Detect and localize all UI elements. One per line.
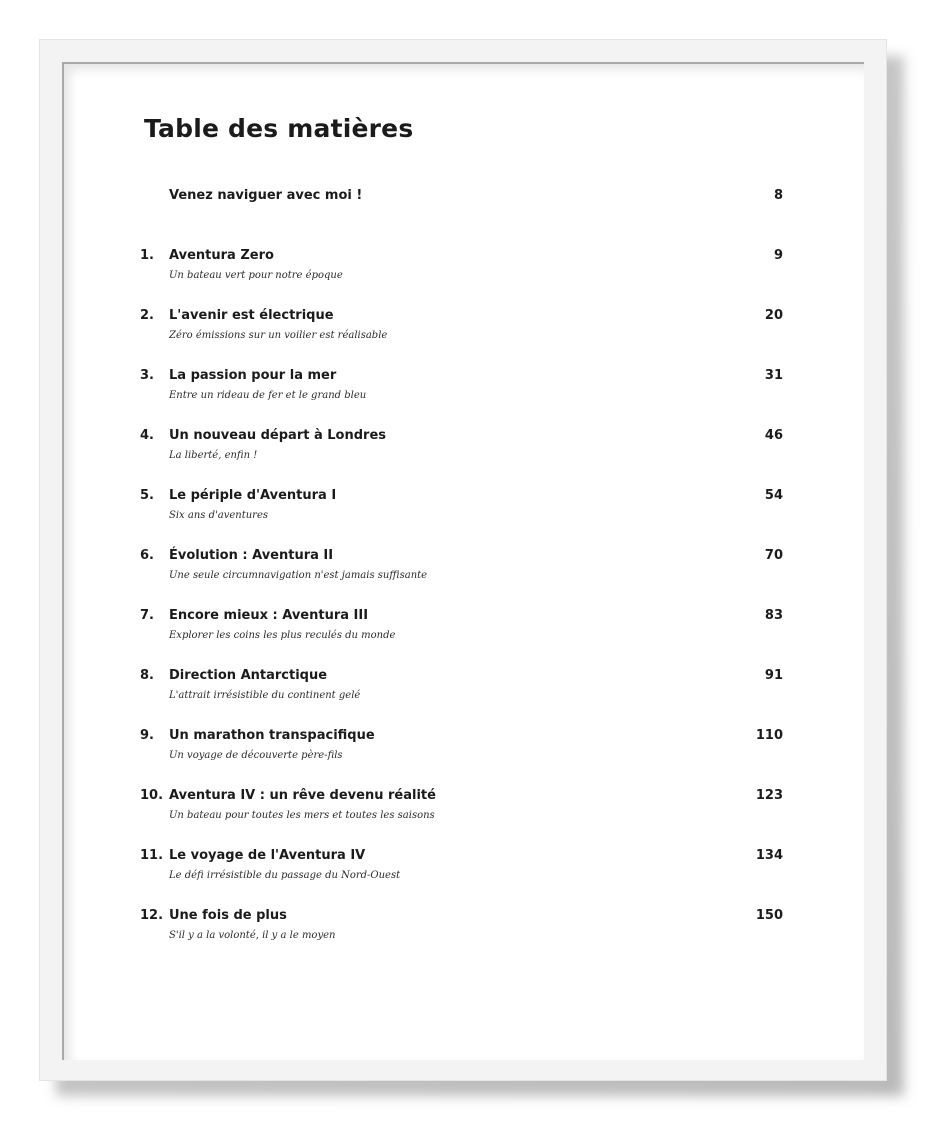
chapter-title: Aventura IV : un rêve devenu réalité <box>169 788 436 803</box>
chapter-page-number: 110 <box>755 728 783 743</box>
chapter-number: 12. <box>140 908 164 923</box>
chapter-number: 3. <box>140 368 154 383</box>
chapter-entry <box>140 367 783 427</box>
chapter-number: 7. <box>140 608 154 623</box>
chapter-entry <box>140 607 783 667</box>
chapter-title: Encore mieux : Aventura III <box>169 608 369 623</box>
chapter-title: Une fois de plus <box>169 908 287 923</box>
chapter-number: 10. <box>140 788 164 803</box>
chapter-title: Un nouveau départ à Londres <box>169 428 387 443</box>
chapter-page-number: 123 <box>755 788 783 803</box>
chapter-entry <box>140 247 783 307</box>
chapter-number: 1. <box>140 248 154 263</box>
page-title: Table des matières <box>144 114 414 143</box>
chapter-number: 6. <box>140 548 154 563</box>
chapter-number: 8. <box>140 668 154 683</box>
chapter-title: Le périple d'Aventura I <box>169 488 337 503</box>
chapter-title: L'avenir est électrique <box>169 308 334 323</box>
chapter-title: Direction Antarctique <box>169 668 328 683</box>
intro-label: Venez naviguer avec moi ! <box>169 188 363 203</box>
chapter-page-number: 134 <box>755 848 783 863</box>
chapter-page-number: 20 <box>764 308 783 323</box>
chapter-page-number: 46 <box>764 428 783 443</box>
intro-page-number: 8 <box>773 188 783 203</box>
chapter-page-number: 54 <box>764 488 783 503</box>
chapter-title: La passion pour la mer <box>169 368 337 383</box>
chapter-subtitle: Une seule circumnavigation n'est jamais suffisante <box>169 570 428 581</box>
chapter-entry <box>140 427 783 487</box>
chapter-entry <box>140 547 783 607</box>
chapter-entry <box>140 307 783 367</box>
chapter-number: 11. <box>140 848 164 863</box>
chapter-title: Évolution : Aventura II <box>169 548 334 563</box>
chapter-number: 5. <box>140 488 154 503</box>
chapter-subtitle: L'attrait irrésistible du continent gelé <box>169 690 361 701</box>
chapter-entry <box>140 847 783 907</box>
chapter-list <box>140 247 783 967</box>
chapter-subtitle: Entre un rideau de fer et le grand bleu <box>169 390 367 401</box>
chapter-entry <box>140 667 783 727</box>
chapter-entry <box>140 727 783 787</box>
chapter-subtitle: Un bateau vert pour notre époque <box>169 270 343 281</box>
chapter-page-number: 70 <box>764 548 783 563</box>
chapter-page-number: 31 <box>764 368 783 383</box>
chapter-number: 9. <box>140 728 154 743</box>
chapter-subtitle: S'il y a la volonté, il y a le moyen <box>169 930 336 941</box>
chapter-title: Aventura Zero <box>169 248 274 263</box>
chapter-title: Un marathon transpacifique <box>169 728 375 743</box>
chapter-number: 4. <box>140 428 154 443</box>
chapter-page-number: 83 <box>764 608 783 623</box>
chapter-page-number: 9 <box>773 248 783 263</box>
chapter-subtitle: Zéro émissions sur un voilier est réalisable <box>169 330 388 341</box>
chapter-subtitle: Explorer les coins les plus reculés du monde <box>169 630 396 641</box>
chapter-page-number: 150 <box>755 908 783 923</box>
chapter-entry <box>140 907 783 967</box>
chapter-title: Le voyage de l'Aventura IV <box>169 848 366 863</box>
intro-entry <box>169 188 783 208</box>
chapter-entry <box>140 487 783 547</box>
chapter-subtitle: Six ans d'aventures <box>169 510 268 521</box>
chapter-subtitle: Le défi irrésistible du passage du Nord-Ouest <box>169 870 401 881</box>
chapter-subtitle: La liberté, enfin ! <box>169 450 258 461</box>
chapter-page-number: 91 <box>764 668 783 683</box>
chapter-number: 2. <box>140 308 154 323</box>
chapter-entry <box>140 787 783 847</box>
chapter-subtitle: Un voyage de découverte père-fils <box>169 750 343 761</box>
chapter-subtitle: Un bateau pour toutes les mers et toutes les saisons <box>169 810 435 821</box>
